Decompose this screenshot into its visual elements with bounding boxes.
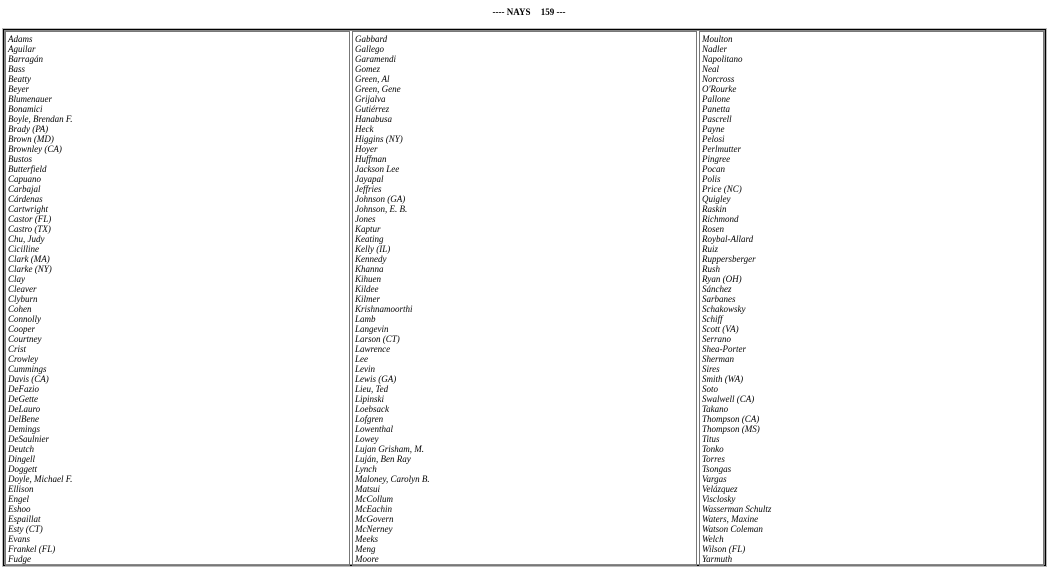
member-name: Payne	[702, 124, 725, 134]
member-name: Moore	[355, 554, 379, 564]
member-name: Eshoo	[8, 504, 31, 514]
member-name: Meeks	[355, 534, 378, 544]
member-name: Meng	[355, 544, 376, 554]
member-name: Bustos	[8, 154, 33, 164]
member-name: Beatty	[8, 74, 31, 84]
member-name: Butterfield	[8, 164, 47, 174]
member-name: Yarmuth	[702, 554, 733, 564]
member-name: Gutiérrez	[355, 104, 390, 114]
member-name: Larson (CT)	[355, 334, 400, 344]
member-name: Soto	[702, 384, 719, 394]
member-name: Ruiz	[702, 244, 719, 254]
member-name: Clyburn	[8, 294, 38, 304]
member-name: Lipinski	[355, 394, 385, 404]
member-name: Green, Al	[355, 74, 390, 84]
member-name: Thompson (MS)	[702, 424, 760, 434]
member-name: Jackson Lee	[355, 164, 400, 174]
member-name: Smith (WA)	[702, 374, 744, 384]
member-name: Wasserman Schultz	[702, 504, 772, 514]
member-name: Napolitano	[702, 54, 743, 64]
member-name: Garamendi	[355, 54, 396, 64]
member-name: Kelly (IL)	[355, 244, 391, 254]
member-name: Jeffries	[355, 184, 382, 194]
member-name: Kennedy	[355, 254, 387, 264]
names-column-3	[699, 31, 1044, 566]
member-name: McEachin	[355, 504, 392, 514]
member-name: Lee	[355, 354, 368, 364]
member-name: DeLauro	[8, 404, 41, 414]
member-name: Lofgren	[355, 414, 384, 424]
member-name: Levin	[355, 364, 375, 374]
member-name: O'Rourke	[702, 84, 737, 94]
member-name: Crist	[8, 344, 27, 354]
member-name: Cicilline	[8, 244, 39, 254]
member-name: Lowenthal	[355, 424, 394, 434]
member-name: Lowey	[355, 434, 379, 444]
member-name: Pascrell	[702, 114, 732, 124]
member-name: Cleaver	[8, 284, 37, 294]
nays-table	[3, 29, 1046, 566]
member-name: Sánchez	[702, 284, 732, 294]
member-name: Pallone	[702, 94, 730, 104]
member-name: Jones	[355, 214, 376, 224]
member-name: Johnson (GA)	[355, 194, 406, 204]
member-name: Bonamici	[8, 104, 43, 114]
member-name: Espaillat	[8, 514, 41, 524]
member-name: Kihuen	[355, 274, 381, 284]
member-name: Roybal-Allard	[702, 234, 754, 244]
member-name: Huffman	[355, 154, 387, 164]
member-name: Beyer	[8, 84, 29, 94]
member-name: Johnson, E. B.	[355, 204, 408, 214]
member-name: DeGette	[8, 394, 38, 404]
member-name: Dingell	[8, 454, 35, 464]
member-name: Aguilar	[8, 44, 36, 54]
member-name: Pelosi	[702, 134, 725, 144]
member-name: Courtney	[8, 334, 42, 344]
member-name: Connolly	[8, 314, 41, 324]
member-name: Schakowsky	[702, 304, 746, 314]
member-name: Lieu, Ted	[355, 384, 389, 394]
member-name: Bass	[8, 64, 26, 74]
member-name: Keating	[355, 234, 384, 244]
member-name: Pingree	[702, 154, 731, 164]
member-name: Rush	[702, 264, 720, 274]
member-name: Chu, Judy	[8, 234, 45, 244]
member-name: Welch	[702, 534, 724, 544]
member-name: Adams	[8, 34, 33, 44]
member-name: Higgins (NY)	[355, 134, 403, 144]
member-name: Castor (FL)	[8, 214, 52, 224]
member-name: Davis (CA)	[8, 374, 49, 384]
member-name: Castro (TX)	[8, 224, 51, 234]
member-name: Waters, Maxine	[702, 514, 759, 524]
member-name: Ruppersberger	[702, 254, 756, 264]
member-name: Torres	[702, 454, 725, 464]
member-name: Brown (MD)	[8, 134, 54, 144]
member-name: Sarbanes	[702, 294, 736, 304]
member-name: Luján, Ben Ray	[355, 454, 411, 464]
member-name: Doyle, Michael F.	[8, 474, 73, 484]
member-name: DeFazio	[8, 384, 39, 394]
member-name: Tonko	[702, 444, 724, 454]
member-name: Lamb	[355, 314, 376, 324]
member-name: Jayapal	[355, 174, 384, 184]
member-name: Hoyer	[355, 144, 378, 154]
member-name: Quigley	[702, 194, 731, 204]
vote-heading	[0, 6, 1058, 18]
member-name: Lawrence	[355, 344, 391, 354]
member-name: Loebsack	[355, 404, 389, 414]
member-name: Lujan Grisham, M.	[355, 444, 425, 454]
member-name: Visclosky	[702, 494, 736, 504]
member-name: Pocan	[702, 164, 725, 174]
member-name: Sherman	[702, 354, 734, 364]
member-name: Gabbard	[355, 34, 388, 44]
member-name: Price (NC)	[702, 184, 742, 194]
member-name: Neal	[702, 64, 719, 74]
member-name: Titus	[702, 434, 720, 444]
member-name: Frankel (FL)	[8, 544, 56, 554]
member-name: Carbajal	[8, 184, 41, 194]
member-name: Kaptur	[355, 224, 381, 234]
member-name: Rosen	[702, 224, 724, 234]
member-name: Clark (MA)	[8, 254, 50, 264]
member-name: Cummings	[8, 364, 47, 374]
member-name: Schiff	[702, 314, 723, 324]
member-name: Scott (VA)	[702, 324, 739, 334]
heading-count: 159 ---	[540, 7, 566, 17]
member-name: Green, Gene	[355, 84, 401, 94]
member-name: Richmond	[702, 214, 739, 224]
member-name: Demings	[8, 424, 40, 434]
member-name: Clay	[8, 274, 25, 284]
member-name: Brownley (CA)	[8, 144, 62, 154]
member-name: Norcross	[702, 74, 735, 84]
member-name: Panetta	[702, 104, 730, 114]
member-name: Gallego	[355, 44, 384, 54]
member-name: Doggett	[8, 464, 37, 474]
member-name: Vargas	[702, 474, 727, 484]
member-name: McNerney	[355, 524, 393, 534]
member-name: Cartwright	[8, 204, 49, 214]
member-name: Nadler	[702, 44, 728, 54]
member-name: Deutch	[8, 444, 34, 454]
member-name: Raskin	[702, 204, 727, 214]
member-name: Hanabusa	[355, 114, 393, 124]
member-name: Fudge	[8, 554, 31, 564]
member-name: DeSaulnier	[8, 434, 49, 444]
member-name: Matsui	[355, 484, 381, 494]
member-name: Maloney, Carolyn B.	[355, 474, 430, 484]
member-name: Krishnamoorthi	[355, 304, 413, 314]
member-name: Capuano	[8, 174, 42, 184]
member-name: Takano	[702, 404, 729, 414]
member-name: Blumenauer	[8, 94, 52, 104]
member-name: Polis	[702, 174, 721, 184]
member-name: Sires	[702, 364, 720, 374]
member-name: Clarke (NY)	[8, 264, 52, 274]
member-name: Kilmer	[355, 294, 381, 304]
heading-label: ---- NAYS	[492, 7, 531, 17]
member-name: Tsongas	[702, 464, 732, 474]
member-name: Serrano	[702, 334, 731, 344]
member-name: Gomez	[355, 64, 380, 74]
member-name: Crowley	[8, 354, 39, 364]
member-name: Boyle, Brendan F.	[8, 114, 73, 124]
member-name: Velázquez	[702, 484, 738, 494]
member-name: Ellison	[8, 484, 34, 494]
member-name: Khanna	[355, 264, 384, 274]
member-name: Engel	[8, 494, 29, 504]
member-name: Thompson (CA)	[702, 414, 760, 424]
member-name: Barragán	[8, 54, 44, 64]
member-name: Evans	[8, 534, 30, 544]
member-name: Brady (PA)	[8, 124, 49, 134]
member-name: Ryan (OH)	[702, 274, 742, 284]
member-name: Cooper	[8, 324, 35, 334]
member-name: Grijalva	[355, 94, 386, 104]
member-name: Wilson (FL)	[702, 544, 746, 554]
names-column-2	[352, 31, 697, 566]
member-name: Langevin	[355, 324, 389, 334]
member-name: Esty (CT)	[8, 524, 43, 534]
names-column-1	[5, 31, 350, 566]
member-name: Watson Coleman	[702, 524, 763, 534]
member-name: Cohen	[8, 304, 32, 314]
member-name: Lynch	[355, 464, 377, 474]
member-name: Perlmutter	[702, 144, 741, 154]
member-name: Swalwell (CA)	[702, 394, 755, 404]
member-name: Lewis (GA)	[355, 374, 397, 384]
member-name: Kildee	[355, 284, 379, 294]
member-name: Shea-Porter	[702, 344, 746, 354]
member-name: Cárdenas	[8, 194, 43, 204]
member-name: McCollum	[355, 494, 393, 504]
member-name: McGovern	[355, 514, 394, 524]
member-name: Moulton	[702, 34, 733, 44]
member-name: DelBene	[8, 414, 39, 424]
member-name: Heck	[355, 124, 374, 134]
